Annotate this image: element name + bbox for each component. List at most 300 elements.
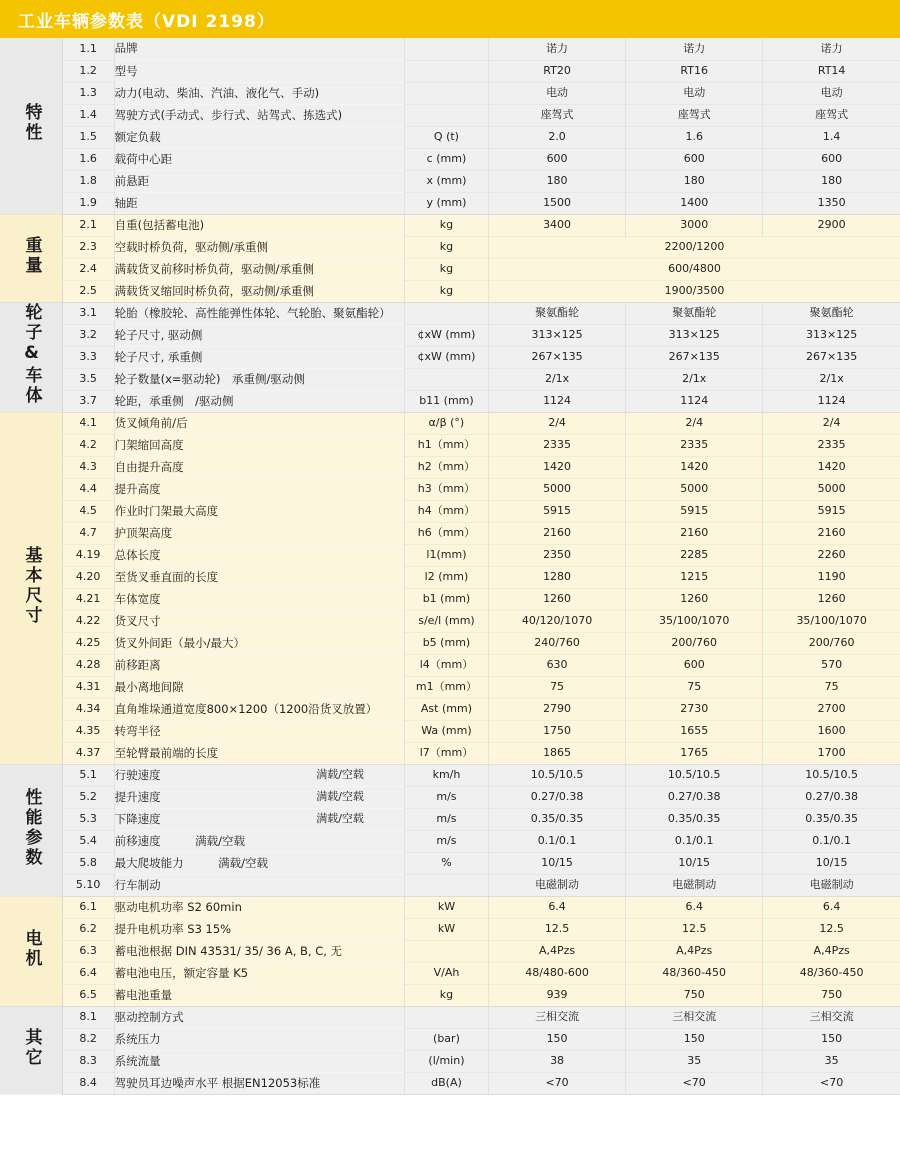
row-value-1: 2790: [489, 698, 626, 720]
row-parameter-main: 轮距，承重侧 /驱动侧: [114, 393, 234, 408]
group-label: [0, 302, 62, 412]
row-value-3: 150: [763, 1028, 900, 1050]
row-unit: m/s: [404, 830, 488, 852]
row-unit: ¢xW (mm): [404, 346, 488, 368]
row-parameter-name: [114, 654, 404, 676]
row-parameter-main: 最小离地间隙: [114, 679, 184, 694]
row-value-2: 0.1/0.1: [626, 830, 763, 852]
table-row: [0, 896, 900, 918]
row-number: 4.4: [62, 478, 114, 500]
row-value-2: 三相交流: [626, 1006, 763, 1028]
row-parameter-main: 蓄电池根据 DIN 43531/ 35/ 36 A, B, C, 无: [114, 943, 343, 958]
row-value-3: 1420: [763, 456, 900, 478]
row-parameter-name: [114, 962, 404, 984]
row-value-2: 1400: [626, 192, 763, 214]
row-parameter-name: [114, 1006, 404, 1028]
row-value-3: 0.35/0.35: [763, 808, 900, 830]
table-row: [0, 1072, 900, 1094]
row-value-3: 75: [763, 676, 900, 698]
row-number: 4.21: [62, 588, 114, 610]
row-parameter-main: 轮胎（橡胶轮、高性能弹性体轮、气轮胎、聚氨酯轮）: [114, 305, 391, 320]
row-parameter-main: 自重(包括蓄电池): [114, 217, 205, 232]
table-row: [0, 412, 900, 434]
row-value-3: 10.5/10.5: [763, 764, 900, 786]
row-value-3: 2700: [763, 698, 900, 720]
row-parameter-name: [114, 126, 404, 148]
row-number: 2.1: [62, 214, 114, 236]
row-value-1: 座驾式: [489, 104, 626, 126]
table-row: [0, 38, 900, 60]
row-value-2: 电磁制动: [626, 874, 763, 896]
row-value-2: 200/760: [626, 632, 763, 654]
group-label-text: 重量: [21, 235, 42, 276]
row-number: 4.34: [62, 698, 114, 720]
row-number: 4.31: [62, 676, 114, 698]
row-unit: kW: [404, 918, 488, 940]
row-parameter-main: 载荷中心距: [114, 151, 173, 166]
row-parameter-main: 蓄电池重量: [114, 987, 173, 1002]
row-number: 2.5: [62, 280, 114, 302]
row-value-3: 267×135: [763, 346, 900, 368]
row-parameter-name: [114, 434, 404, 456]
row-parameter-name: [114, 104, 404, 126]
table-row: [0, 368, 900, 390]
row-value-2: 1124: [626, 390, 763, 412]
row-parameter-name: [114, 852, 404, 874]
row-parameter-main: 行驶速度: [114, 767, 161, 782]
row-parameter-main: 直角堆垛通道宽度800×1200（1200沿货叉放置）: [114, 701, 378, 716]
table-row: [0, 566, 900, 588]
row-parameter-main: 轮子数量(x=驱动轮) 承重侧/驱动侧: [114, 371, 305, 386]
row-value-2: 0.35/0.35: [626, 808, 763, 830]
table-row: [0, 632, 900, 654]
row-value-2: 0.27/0.38: [626, 786, 763, 808]
row-value-2: 2160: [626, 522, 763, 544]
table-row: [0, 82, 900, 104]
row-unit: kg: [404, 214, 488, 236]
row-parameter-name: [114, 390, 404, 412]
row-parameter-name: [114, 808, 404, 830]
row-number: 2.3: [62, 236, 114, 258]
row-parameter-main: 转弯半径: [114, 723, 161, 738]
row-parameter-main: 护顶架高度: [114, 525, 173, 540]
row-number: 1.4: [62, 104, 114, 126]
row-parameter-name: [114, 610, 404, 632]
row-value-1: 10.5/10.5: [489, 764, 626, 786]
row-parameter-name: [114, 984, 404, 1006]
row-parameter-name: [114, 830, 404, 852]
row-unit: x (mm): [404, 170, 488, 192]
row-parameter-main: 作业时门架最大高度: [114, 503, 219, 518]
row-value-1: 1280: [489, 566, 626, 588]
row-value-2: 2335: [626, 434, 763, 456]
group-label-text: 基本尺寸: [21, 545, 42, 626]
row-value-3: 2160: [763, 522, 900, 544]
group-label-text: 特性: [21, 103, 42, 144]
row-parameter-main: 动力(电动、柴油、汽油、液化气、手动): [114, 85, 320, 100]
row-value-1: 12.5: [489, 918, 626, 940]
row-parameter-name: [114, 742, 404, 764]
row-value-3: A,4Pzs: [763, 940, 900, 962]
row-value-1: 0.27/0.38: [489, 786, 626, 808]
row-value-2: 10/15: [626, 852, 763, 874]
row-number: 4.35: [62, 720, 114, 742]
row-value-1: 0.35/0.35: [489, 808, 626, 830]
row-parameter-main: 满载货叉缩回时桥负荷，驱动侧/承重侧: [114, 283, 314, 298]
row-value-2: <70: [626, 1072, 763, 1094]
row-parameter-sub: 满载/空载: [316, 789, 364, 803]
row-number: 4.2: [62, 434, 114, 456]
row-parameter-main: 驾驶员耳边噪声水平 根据EN12053标准: [114, 1075, 321, 1090]
row-unit: y (mm): [404, 192, 488, 214]
row-value-2: 600: [626, 654, 763, 676]
row-unit: kg: [404, 236, 488, 258]
row-unit: [404, 60, 488, 82]
row-number: 8.3: [62, 1050, 114, 1072]
row-parameter-name: [114, 940, 404, 962]
row-value-3: 1260: [763, 588, 900, 610]
row-parameter-main: 门架缩回高度: [114, 437, 184, 452]
row-value-1: 267×135: [489, 346, 626, 368]
row-unit: b11 (mm): [404, 390, 488, 412]
row-number: 5.4: [62, 830, 114, 852]
table-row: [0, 258, 900, 280]
row-number: 1.8: [62, 170, 114, 192]
row-parameter-name: [114, 522, 404, 544]
row-value-1: 939: [489, 984, 626, 1006]
row-value-1: 38: [489, 1050, 626, 1072]
row-number: 5.3: [62, 808, 114, 830]
row-value-3: RT14: [763, 60, 900, 82]
row-unit: Wa (mm): [404, 720, 488, 742]
row-value-2: 6.4: [626, 896, 763, 918]
row-value-1: 1900/3500: [489, 280, 900, 302]
row-parameter-main: 型号: [114, 63, 138, 78]
row-value-1: 电磁制动: [489, 874, 626, 896]
row-parameter-name: [114, 764, 404, 786]
row-number: 5.10: [62, 874, 114, 896]
table-row: [0, 610, 900, 632]
row-value-1: 5915: [489, 500, 626, 522]
row-value-2: 2/1x: [626, 368, 763, 390]
row-parameter-main: 提升速度: [114, 789, 161, 804]
row-number: 1.3: [62, 82, 114, 104]
row-parameter-main: 下降速度: [114, 811, 161, 826]
row-value-2: 诺力: [626, 38, 763, 60]
row-number: 1.1: [62, 38, 114, 60]
row-parameter-main: 货叉外间距（最小/最大）: [114, 635, 245, 650]
table-row: [0, 214, 900, 236]
group-label-text: 性能参数: [21, 787, 42, 868]
row-number: 4.25: [62, 632, 114, 654]
row-number: 1.9: [62, 192, 114, 214]
row-unit: c (mm): [404, 148, 488, 170]
row-value-2: 12.5: [626, 918, 763, 940]
row-value-2: A,4Pzs: [626, 940, 763, 962]
row-unit: b5 (mm): [404, 632, 488, 654]
row-value-2: 267×135: [626, 346, 763, 368]
table-row: [0, 808, 900, 830]
table-row: [0, 852, 900, 874]
table-row: [0, 720, 900, 742]
spec-table: [0, 38, 900, 1095]
row-number: 6.4: [62, 962, 114, 984]
row-unit: dB(A): [404, 1072, 488, 1094]
row-number: 3.7: [62, 390, 114, 412]
table-row: [0, 236, 900, 258]
row-value-3: 600: [763, 148, 900, 170]
row-number: 3.5: [62, 368, 114, 390]
row-parameter-main: 轮子尺寸, 驱动侧: [114, 327, 203, 342]
table-row: [0, 302, 900, 324]
row-number: 4.5: [62, 500, 114, 522]
row-value-2: 35: [626, 1050, 763, 1072]
row-unit: [404, 38, 488, 60]
row-unit: h4（mm）: [404, 500, 488, 522]
row-number: 3.2: [62, 324, 114, 346]
row-value-3: 5000: [763, 478, 900, 500]
row-parameter-main: 驱动控制方式: [114, 1009, 184, 1024]
row-parameter-name: [114, 720, 404, 742]
row-unit: kg: [404, 984, 488, 1006]
row-value-1: 2.0: [489, 126, 626, 148]
row-value-3: 1700: [763, 742, 900, 764]
row-unit: %: [404, 852, 488, 874]
row-value-3: 750: [763, 984, 900, 1006]
table-row: [0, 126, 900, 148]
table-row: [0, 918, 900, 940]
row-unit: b1 (mm): [404, 588, 488, 610]
row-parameter-name: [114, 148, 404, 170]
row-value-1: 2/1x: [489, 368, 626, 390]
row-value-1: 48/480-600: [489, 962, 626, 984]
row-parameter-main: 行车制动: [114, 877, 161, 892]
row-value-3: 0.27/0.38: [763, 786, 900, 808]
row-value-3: 诺力: [763, 38, 900, 60]
row-unit: l7（mm）: [404, 742, 488, 764]
row-parameter-main: 货叉倾角前/后: [114, 415, 188, 430]
row-parameter-main: 系统压力: [114, 1031, 161, 1046]
table-row: [0, 764, 900, 786]
row-value-1: 150: [489, 1028, 626, 1050]
row-parameter-name: [114, 698, 404, 720]
row-value-3: 10/15: [763, 852, 900, 874]
row-number: 3.1: [62, 302, 114, 324]
row-unit: [404, 940, 488, 962]
row-parameter-main: 提升高度: [114, 481, 161, 496]
row-value-2: 10.5/10.5: [626, 764, 763, 786]
row-parameter-main: 提升电机功率 S3 15%: [114, 921, 232, 936]
table-row: [0, 104, 900, 126]
row-number: 8.2: [62, 1028, 114, 1050]
row-value-3: 1350: [763, 192, 900, 214]
row-value-3: 2260: [763, 544, 900, 566]
row-value-1: 2200/1200: [489, 236, 900, 258]
row-value-1: 75: [489, 676, 626, 698]
row-unit: kW: [404, 896, 488, 918]
row-value-2: 75: [626, 676, 763, 698]
row-number: 4.22: [62, 610, 114, 632]
row-value-2: 3000: [626, 214, 763, 236]
row-value-3: 电磁制动: [763, 874, 900, 896]
row-number: 8.1: [62, 1006, 114, 1028]
table-row: [0, 962, 900, 984]
row-value-3: 35: [763, 1050, 900, 1072]
row-value-1: 600/4800: [489, 258, 900, 280]
row-value-3: 6.4: [763, 896, 900, 918]
row-value-2: 750: [626, 984, 763, 1006]
row-parameter-name: [114, 170, 404, 192]
table-row: [0, 742, 900, 764]
table-row: [0, 148, 900, 170]
row-number: 5.2: [62, 786, 114, 808]
row-value-1: 1865: [489, 742, 626, 764]
row-number: 1.2: [62, 60, 114, 82]
row-number: 1.5: [62, 126, 114, 148]
table-row: [0, 1006, 900, 1028]
group-label: [0, 412, 62, 764]
row-parameter-main: 最大爬坡能力 满载/空载: [114, 855, 268, 870]
row-parameter-main: 至轮臂最前端的长度: [114, 745, 219, 760]
row-value-1: 600: [489, 148, 626, 170]
row-parameter-name: [114, 1028, 404, 1050]
row-number: 8.4: [62, 1072, 114, 1094]
table-row: [0, 522, 900, 544]
row-value-2: 150: [626, 1028, 763, 1050]
row-value-1: 180: [489, 170, 626, 192]
row-value-2: RT16: [626, 60, 763, 82]
table-row: [0, 786, 900, 808]
row-value-2: 180: [626, 170, 763, 192]
row-value-1: 10/15: [489, 852, 626, 874]
row-parameter-main: 至货叉垂直面的长度: [114, 569, 219, 584]
row-value-2: 电动: [626, 82, 763, 104]
row-unit: [404, 104, 488, 126]
row-parameter-name: [114, 786, 404, 808]
row-parameter-name: [114, 346, 404, 368]
row-value-3: 1124: [763, 390, 900, 412]
table-row: [0, 192, 900, 214]
row-number: 3.3: [62, 346, 114, 368]
table-row: [0, 676, 900, 698]
row-unit: Ast (mm): [404, 698, 488, 720]
group-label: [0, 38, 62, 214]
row-parameter-name: [114, 456, 404, 478]
row-unit: kg: [404, 258, 488, 280]
row-unit: (bar): [404, 1028, 488, 1050]
row-value-2: 2730: [626, 698, 763, 720]
row-value-2: 2/4: [626, 412, 763, 434]
row-value-2: 48/360-450: [626, 962, 763, 984]
table-row: [0, 874, 900, 896]
row-parameter-name: [114, 544, 404, 566]
row-unit: (l/min): [404, 1050, 488, 1072]
row-value-1: 2335: [489, 434, 626, 456]
row-value-2: 聚氨酯轮: [626, 302, 763, 324]
row-parameter-name: [114, 500, 404, 522]
group-label-text: 其它: [21, 1027, 42, 1068]
row-number: 1.6: [62, 148, 114, 170]
group-label: [0, 764, 62, 896]
row-parameter-main: 驾驶方式(手动式、步行式、站驾式、拣选式): [114, 107, 343, 122]
row-number: 6.1: [62, 896, 114, 918]
row-value-1: 630: [489, 654, 626, 676]
row-value-1: 0.1/0.1: [489, 830, 626, 852]
row-parameter-main: 空载时桥负荷，驱动侧/承重侧: [114, 239, 268, 254]
row-value-1: 电动: [489, 82, 626, 104]
row-value-3: <70: [763, 1072, 900, 1094]
row-parameter-main: 系统流量: [114, 1053, 161, 1068]
row-parameter-main: 前悬距: [114, 173, 150, 188]
row-unit: l4（mm）: [404, 654, 488, 676]
row-parameter-name: [114, 896, 404, 918]
table-row: [0, 940, 900, 962]
row-value-1: 2350: [489, 544, 626, 566]
row-parameter-main: 品牌: [114, 41, 138, 56]
row-parameter-main: 轴距: [114, 195, 138, 210]
row-parameter-sub: 满载/空载: [316, 767, 364, 781]
row-value-3: 48/360-450: [763, 962, 900, 984]
row-unit: s/e/l (mm): [404, 610, 488, 632]
row-value-2: 1.6: [626, 126, 763, 148]
row-value-1: 40/120/1070: [489, 610, 626, 632]
row-parameter-main: 车体宽度: [114, 591, 161, 606]
row-unit: V/Ah: [404, 962, 488, 984]
row-value-3: 1.4: [763, 126, 900, 148]
row-unit: m1（mm）: [404, 676, 488, 698]
table-row: [0, 698, 900, 720]
row-value-2: 1260: [626, 588, 763, 610]
row-parameter-main: 额定负载: [114, 129, 161, 144]
group-label-text: 电机: [21, 928, 42, 969]
table-row: [0, 456, 900, 478]
group-label: [0, 214, 62, 302]
row-parameter-name: [114, 1050, 404, 1072]
table-row: [0, 478, 900, 500]
row-number: 4.7: [62, 522, 114, 544]
row-value-2: 2285: [626, 544, 763, 566]
row-parameter-name: [114, 60, 404, 82]
row-parameter-name: [114, 258, 404, 280]
row-value-1: A,4Pzs: [489, 940, 626, 962]
row-value-1: 聚氨酯轮: [489, 302, 626, 324]
row-unit: [404, 874, 488, 896]
row-value-3: 570: [763, 654, 900, 676]
table-row: [0, 654, 900, 676]
row-unit: km/h: [404, 764, 488, 786]
row-value-1: 5000: [489, 478, 626, 500]
row-value-3: 1190: [763, 566, 900, 588]
table-row: [0, 346, 900, 368]
row-unit: h6（mm）: [404, 522, 488, 544]
row-value-1: 1420: [489, 456, 626, 478]
page-title: 工业车辆参数表（VDI 2198）: [18, 11, 275, 32]
row-unit: l1(mm): [404, 544, 488, 566]
row-value-3: 三相交流: [763, 1006, 900, 1028]
row-value-2: 1765: [626, 742, 763, 764]
row-parameter-main: 总体长度: [114, 547, 161, 562]
row-unit: [404, 82, 488, 104]
row-value-1: 三相交流: [489, 1006, 626, 1028]
row-unit: [404, 368, 488, 390]
row-parameter-name: [114, 566, 404, 588]
row-number: 4.20: [62, 566, 114, 588]
row-parameter-name: [114, 214, 404, 236]
row-unit: h3（mm）: [404, 478, 488, 500]
row-parameter-name: [114, 918, 404, 940]
group-label-text: 轮子&车体: [21, 303, 42, 407]
row-unit: m/s: [404, 808, 488, 830]
